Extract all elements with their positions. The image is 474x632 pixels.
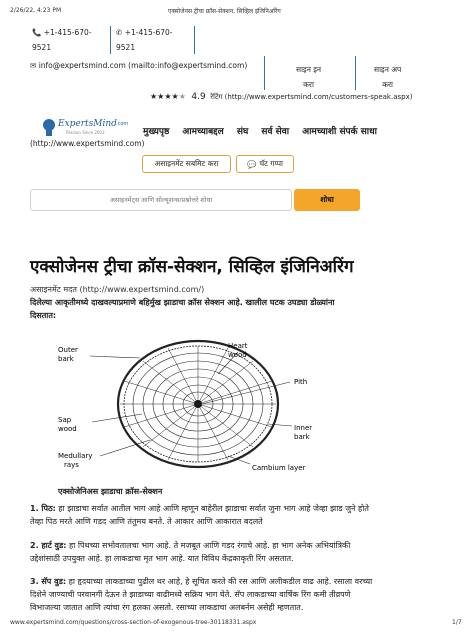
label-heart-wood: wood — [228, 351, 247, 359]
search-input[interactable] — [30, 189, 292, 211]
whatsapp-link[interactable]: ✆ +1-415-670- — [116, 28, 173, 37]
divider — [110, 26, 111, 54]
article-title: एक्सोजेनस ट्रीचा क्रॉस-सेक्शन, सिव्हिल इंजिनिअरिंग — [30, 257, 354, 277]
label-inner-bark: Inner — [294, 424, 313, 432]
phone-icon: 📞 — [32, 28, 42, 37]
callout-lines — [90, 352, 292, 464]
point-heart-wood: 2. हार्ट वुड: हा पिथच्या सभोवतालचा भाग आहे. ते मजबूत आणि गडद रंगाचे आहे. हा भाग अनेक अभियांत्रिकी उद्देशांसाठी उपयुक्त आहे. हा लाकडाचा मृत भाग आहे. यात विविध केंद्रकाकृती रिंग असतात. — [30, 541, 351, 563]
search-button[interactable]: शोधा — [294, 189, 360, 211]
home-url[interactable]: (http://www.expertsmind.com) — [30, 139, 145, 148]
divider — [264, 56, 265, 90]
logo-suffix: .com — [116, 121, 129, 127]
label-medullary-rays: Medullary — [58, 452, 93, 460]
nav-item-about[interactable]: आमच्याबद्दल — [182, 127, 224, 137]
logo[interactable] — [42, 118, 132, 140]
chat-icon: 💬 — [246, 159, 257, 169]
nav-item-team[interactable]: संघ — [236, 127, 249, 137]
star-icon: ★★★★ — [150, 92, 179, 101]
print-footer-url: www.expertsmind.com/questions/cross-section-of-exogenous-tree-30118331.aspx — [10, 619, 257, 626]
label-heart-wood: Heart — [228, 342, 248, 350]
label-outer-bark: Outer — [58, 346, 78, 354]
label-cambium-layer: Cambium layer — [252, 464, 306, 472]
label-inner-bark: bark — [294, 433, 310, 441]
chat-button[interactable]: 💬 चॅट गप्पा — [236, 155, 294, 173]
label-medullary-rays: rays — [64, 461, 79, 469]
divider — [194, 26, 195, 54]
logo-brand: ExpertsMind — [58, 119, 117, 129]
label-sap-wood: wood — [58, 425, 77, 433]
nav-item-contact[interactable]: आमच्याशी संपर्क साधा — [302, 127, 377, 137]
nav-item-services[interactable]: सर्व सेवा — [261, 127, 290, 137]
logo-head-icon — [42, 118, 56, 136]
whatsapp-continued: 9521 — [116, 43, 136, 52]
label-outer-bark: bark — [58, 355, 74, 363]
source-link[interactable]: असाइनमेंट मदत (http://www.expertsmind.com/) — [30, 285, 205, 294]
label-sap-wood: Sap — [58, 416, 72, 424]
divider — [355, 56, 356, 90]
nav-item-home[interactable]: मुख्यपृष्ठ — [143, 127, 170, 137]
rating-row[interactable] — [150, 92, 412, 102]
logo-tagline: Passion Since 2003 — [66, 130, 105, 135]
print-doc-title: एक्सोजेनस ट्रीचा क्रॉस-सेक्शन, सिव्हिल इंजिनिअरिंग — [168, 8, 281, 15]
phone-link[interactable]: 📞 +1-415-670- — [32, 28, 92, 37]
whatsapp-icon: ✆ — [116, 28, 123, 37]
tree-cross-section-figure — [50, 336, 340, 478]
rating-value: 4.9 — [191, 92, 206, 102]
submit-assignment-button[interactable]: असाइनमेंट सबमिट करा — [142, 155, 231, 173]
point-pith: 1. पिठ: हा झाडाचा सर्वात आतील भाग आहे आणि म्हणून बाहेरील झाडाचा सर्वात जुना भाग आहे जेव्हा झाड जुने होते तेव्हा पिठ मरते आणि गडद आणि तंतुमय बनते. ते आकार आणि आकारात बदलते — [30, 504, 369, 526]
question-text: दिलेल्या आकृतीमध्ये दाखवल्याप्रमाणे बहिर्मुख झाडाचा क्रॉस सेक्शन आहे. खालील घटक उघड्या डोळ्यांना दिसतात: — [30, 298, 335, 320]
half-star-icon: ★ — [178, 92, 186, 101]
phone-continued: 9521 — [32, 43, 52, 52]
medullary-rays — [120, 346, 276, 462]
label-pith: Pith — [294, 378, 308, 386]
signin-link[interactable]: साइन इन करा — [296, 65, 322, 89]
main-nav — [143, 124, 387, 137]
print-datetime: 2/26/22, 4:23 PM — [10, 7, 62, 14]
print-page-number: 1/7 — [452, 619, 462, 626]
rating-link[interactable]: रेटिंग (http://www.expertsmind.com/customers-speak.aspx) — [210, 93, 413, 101]
email-link[interactable]: ✉ info@expertsmind.com (mailto:info@expertsmind.com) — [30, 61, 248, 70]
signup-link[interactable]: साइन अप करा — [374, 65, 402, 89]
figure-caption: एक्सोजेनिअस झाडाचा क्रॉस-सेक्शन — [58, 487, 163, 496]
point-sap-wood: 3. सॅप वुड: हा हृदयाच्या लाकडाच्या पुढील थर आहे, हे सूचित करते की रस आणि अलीकडील वाढ आहे. रसाला वरच्या दिशेने जाण्याची परवानगी देऊन ते झाडाच्या वाढीमध्ये सक्रिय भाग घेते. सॅप लाकडाच्या वार्षिक रिंग कमी तीव्रपणे विभाजल्या जातात आणि त्यांचा रंग हलका असतो. रसाच्या लाकडाचा अलबर्नम असेही म्हणतात. — [30, 577, 373, 612]
mail-icon: ✉ — [30, 61, 37, 70]
